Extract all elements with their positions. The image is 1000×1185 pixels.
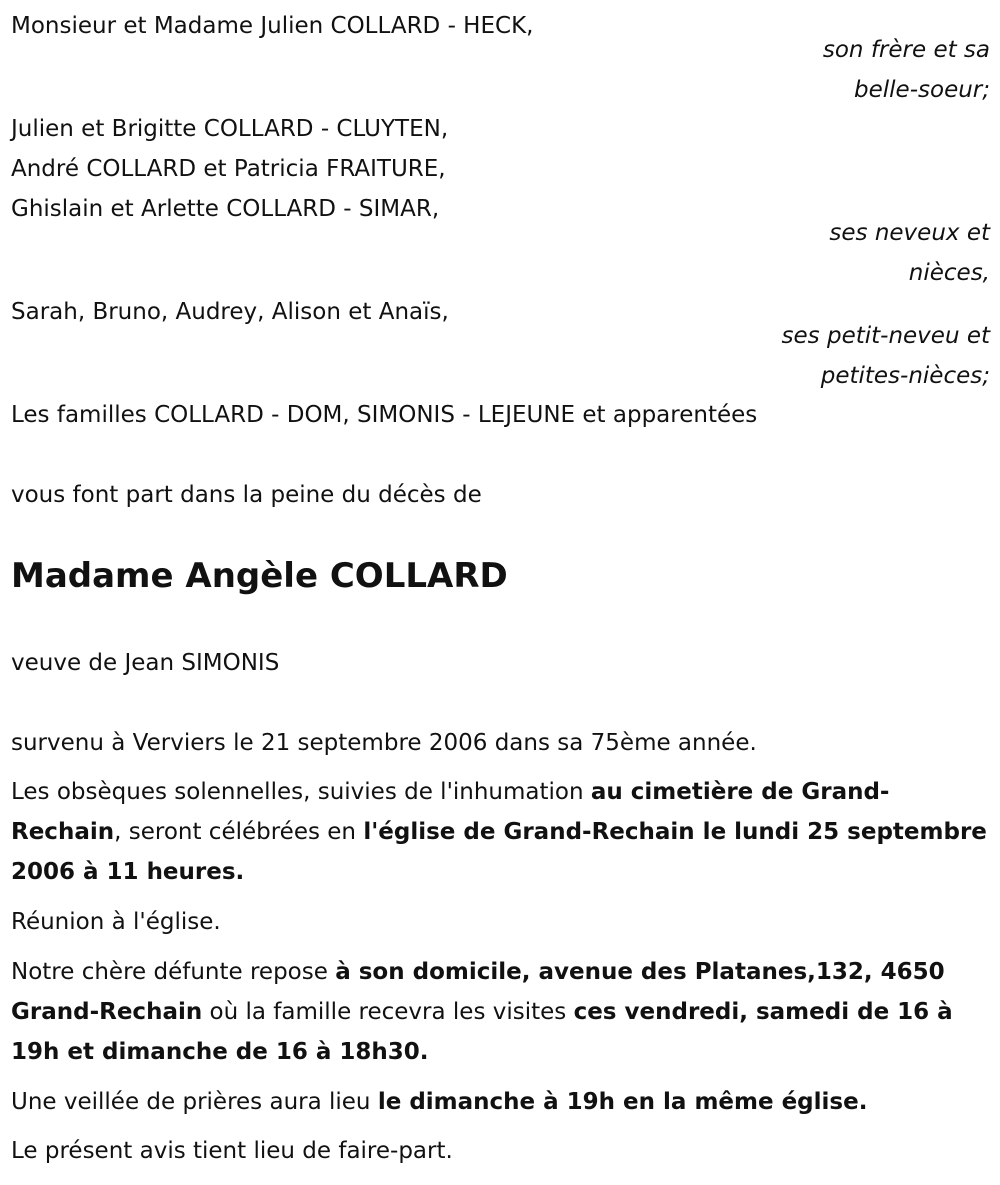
- relation-nephews-2: nièces,: [908, 260, 990, 286]
- vigil-paragraph: [11, 1082, 867, 1122]
- rest-paragraph: [11, 952, 989, 1072]
- family-brother-line: Monsieur et Madame Julien COLLARD - HECK,: [11, 13, 534, 39]
- funeral-text-a: Les obsèques solennelles, suivies de l'inhumation: [11, 779, 591, 805]
- relation-brother-2: belle-soeur;: [854, 77, 990, 103]
- rest-address: à son domicile, avenue des Platanes,132, 4650 Grand-Rechain: [11, 959, 945, 1025]
- rest-text-a: Notre chère défunte repose: [11, 959, 336, 985]
- funeral-cemetery: au cimetière de Grand-Rechain: [11, 779, 890, 845]
- family-other-families: Les familles COLLARD - DOM, SIMONIS - LEJEUNE et apparentées: [11, 402, 758, 428]
- visit-times: ces vendredi, samedi de 16 à 19h et dimanche de 16 à 18h30.: [11, 999, 953, 1065]
- relation-grand-nephews-2: petites-nièces;: [820, 363, 990, 389]
- family-nephew-1: Julien et Brigitte COLLARD - CLUYTEN,: [11, 116, 449, 142]
- vigil-time: le dimanche à 19h en la même église.: [377, 1089, 868, 1115]
- family-nephew-2: André COLLARD et Patricia FRAITURE,: [11, 156, 446, 182]
- relation-nephews-1: ses neveux et: [829, 220, 990, 246]
- vigil-text-a: Une veillée de prières aura lieu: [11, 1089, 378, 1115]
- family-nephew-3: Ghislain et Arlette COLLARD - SIMAR,: [11, 196, 440, 222]
- family-grand-nephews: Sarah, Bruno, Audrey, Alison et Anaïs,: [11, 299, 449, 325]
- reunion-text: Réunion à l'église.: [11, 909, 221, 935]
- closing-text: Le présent avis tient lieu de faire-part.: [11, 1138, 453, 1164]
- death-info-text: survenu à Verviers le 21 septembre 2006 dans sa 75ème année.: [11, 730, 757, 756]
- relation-brother-1: son frère et sa: [822, 37, 990, 63]
- funeral-church-date: l'église de Grand-Rechain le lundi 25 septembre 2006 à 11 heures.: [11, 819, 987, 885]
- relation-grand-nephews-1: ses petit-neveu et: [781, 323, 990, 349]
- funeral-paragraph: [11, 772, 989, 892]
- deceased-name: Madame Angèle COLLARD: [11, 556, 508, 596]
- funeral-text-c: , seront célébrées en: [114, 819, 364, 845]
- widow-of-text: veuve de Jean SIMONIS: [11, 650, 280, 676]
- rest-text-c: où la famille recevra les visites: [202, 999, 574, 1025]
- announcement-text: vous font part dans la peine du décès de: [11, 482, 482, 508]
